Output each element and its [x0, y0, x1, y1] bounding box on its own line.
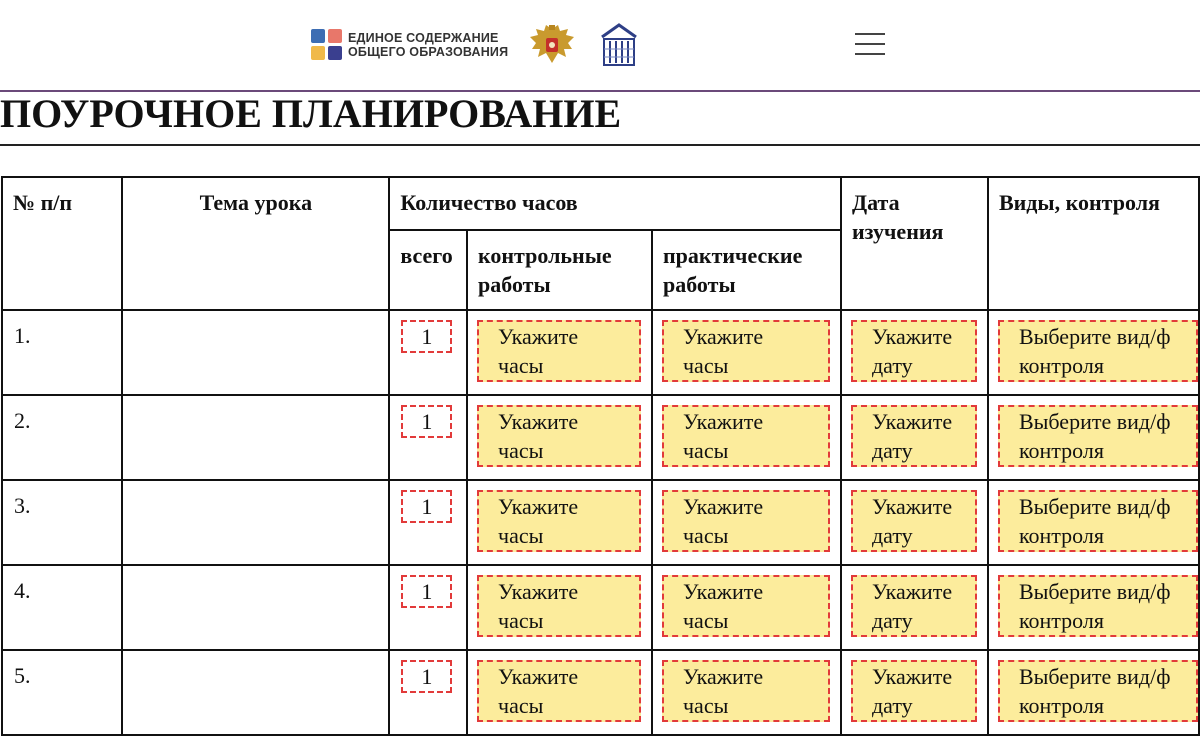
control-cell — [467, 310, 652, 395]
header-practical: практические работы — [652, 230, 841, 310]
control-hours-field[interactable]: Укажите часы — [477, 575, 641, 637]
row-num: 4. — [2, 565, 122, 650]
control-cell — [467, 565, 652, 650]
edu-logo-icon — [311, 29, 342, 60]
control-cell — [467, 650, 652, 735]
date-cell — [841, 650, 988, 735]
date-cell — [841, 310, 988, 395]
kind-cell — [988, 565, 1199, 650]
topic-cell[interactable] — [122, 650, 389, 735]
control-cell — [467, 395, 652, 480]
logo-line-2: ОБЩЕГО ОБРАЗОВАНИЯ — [348, 44, 509, 59]
table-row — [2, 650, 1199, 735]
practical-cell — [652, 650, 841, 735]
control-hours-field[interactable]: Укажите часы — [477, 405, 641, 467]
practical-hours-field[interactable]: Укажите часы — [662, 575, 830, 637]
total-cell — [389, 565, 467, 650]
total-hours-field[interactable]: 1 — [401, 320, 452, 353]
date-cell — [841, 395, 988, 480]
menu-icon[interactable] — [855, 31, 885, 57]
control-kind-select[interactable]: Выберите вид/ф контроля — [998, 405, 1198, 467]
kind-cell — [988, 480, 1199, 565]
title-divider — [0, 144, 1200, 146]
table-row — [2, 395, 1199, 480]
total-hours-field[interactable]: 1 — [401, 575, 452, 608]
row-num: 1. — [2, 310, 122, 395]
site-header — [0, 0, 1200, 92]
control-kind-select[interactable]: Выберите вид/ф контроля — [998, 490, 1198, 552]
topic-cell[interactable] — [122, 395, 389, 480]
control-cell — [467, 480, 652, 565]
row-num: 2. — [2, 395, 122, 480]
table-row — [2, 565, 1199, 650]
kind-cell — [988, 650, 1199, 735]
control-hours-field[interactable]: Укажите часы — [477, 320, 641, 382]
kind-cell — [988, 395, 1199, 480]
row-num: 3. — [2, 480, 122, 565]
edu-logo[interactable] — [311, 29, 508, 60]
practical-hours-field[interactable]: Укажите часы — [662, 660, 830, 722]
page-title: ПОУРОЧНОЕ ПЛАНИРОВАНИЕ — [0, 91, 622, 136]
state-emblem-icon — [528, 23, 576, 67]
date-cell — [841, 565, 988, 650]
control-kind-select[interactable]: Выберите вид/ф контроля — [998, 660, 1198, 722]
practical-cell — [652, 395, 841, 480]
practical-hours-field[interactable]: Укажите часы — [662, 405, 830, 467]
total-cell — [389, 480, 467, 565]
institute-building-icon — [598, 21, 640, 69]
total-cell — [389, 650, 467, 735]
header-num: № п/п — [2, 177, 122, 310]
practical-cell — [652, 565, 841, 650]
date-cell — [841, 480, 988, 565]
practical-hours-field[interactable]: Укажите часы — [662, 320, 830, 382]
topic-cell[interactable] — [122, 480, 389, 565]
date-field[interactable]: Укажите дату — [851, 320, 977, 382]
date-field[interactable]: Укажите дату — [851, 490, 977, 552]
total-cell — [389, 310, 467, 395]
header-topic: Тема урока — [122, 177, 389, 310]
practical-cell — [652, 480, 841, 565]
lesson-plan-table — [1, 176, 1200, 736]
header-total: всего — [389, 230, 467, 310]
logo-text — [348, 31, 508, 59]
date-field[interactable]: Укажите дату — [851, 660, 977, 722]
header-hours: Количество часов — [389, 177, 841, 230]
topic-cell[interactable] — [122, 310, 389, 395]
kind-cell — [988, 310, 1199, 395]
practical-hours-field[interactable]: Укажите часы — [662, 490, 830, 552]
total-hours-field[interactable]: 1 — [401, 490, 452, 523]
logo-line-1: ЕДИНОЕ СОДЕРЖАНИЕ — [348, 30, 499, 45]
header-date: Дата изучения — [841, 177, 988, 310]
table-row — [2, 480, 1199, 565]
table-row — [2, 310, 1199, 395]
header-kinds: Виды, контроля — [988, 177, 1199, 310]
practical-cell — [652, 310, 841, 395]
header-control: контрольные работы — [467, 230, 652, 310]
control-kind-select[interactable]: Выберите вид/ф контроля — [998, 320, 1198, 382]
topic-cell[interactable] — [122, 565, 389, 650]
total-cell — [389, 395, 467, 480]
date-field[interactable]: Укажите дату — [851, 575, 977, 637]
row-num: 5. — [2, 650, 122, 735]
control-hours-field[interactable]: Укажите часы — [477, 660, 641, 722]
total-hours-field[interactable]: 1 — [401, 660, 452, 693]
total-hours-field[interactable]: 1 — [401, 405, 452, 438]
control-hours-field[interactable]: Укажите часы — [477, 490, 641, 552]
date-field[interactable]: Укажите дату — [851, 405, 977, 467]
control-kind-select[interactable]: Выберите вид/ф контроля — [998, 575, 1198, 637]
